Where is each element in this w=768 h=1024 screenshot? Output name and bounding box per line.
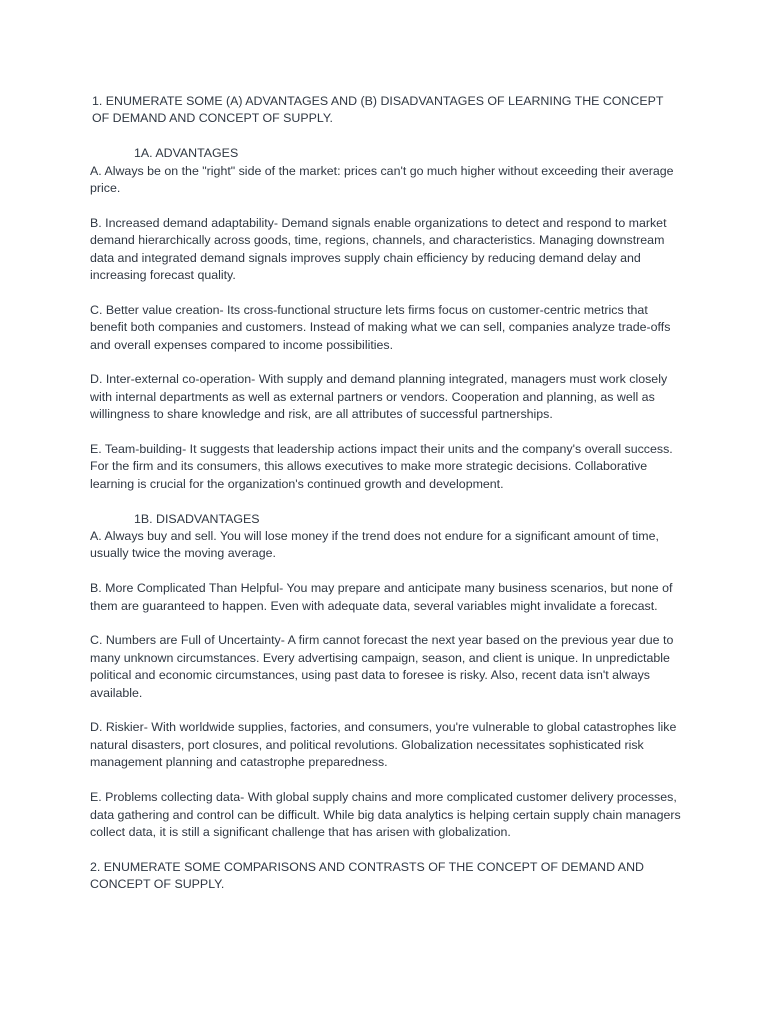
disadvantages-heading: 1B. DISADVANTAGES bbox=[134, 511, 260, 526]
advantage-item-c: C. Better value creation- Its cross-functional structure lets firms focus on customer-centric metrics that benefit both companies and customers. Instead of making what we can sell, companies analyze trade-offs and overall expenses compared to income possibilities. bbox=[90, 302, 671, 352]
disadvantage-item-d: D. Riskier- With worldwide supplies, factories, and consumers, you're vulnerable to global catastrophes like natural disasters, port closures, and political revolutions. Globalization necessitates sophisticated risk management planning and catastrophe preparedness. bbox=[90, 720, 677, 770]
advantage-item-a: A. Always be on the "right" side of the market: prices can't go much higher without exceeding their average price. bbox=[90, 163, 674, 196]
document-page bbox=[90, 93, 682, 911]
advantage-item-d: D. Inter-external co-operation- With supply and demand planning integrated, managers must work closely with internal departments as well as external partners or vendors. Cooperation and planning, as well as willingness to share knowledge and risk, are all attributes of successful partnerships. bbox=[90, 372, 668, 422]
advantage-item-b: B. Increased demand adaptability- Demand signals enable organizations to detect and respond to market demand hierarchically across goods, time, regions, channels, and characteristics. Managing downstream data and integrated demand signals improves supply chain efficiency by reducing demand delay and increasing forecast quality. bbox=[90, 215, 667, 283]
advantage-item-e: E. Team-building- It suggests that leadership actions impact their units and the company's overall success. For the firm and its consumers, this allows executives to make more strategic decisions. Collaborative learning is crucial for the organization's continued growth and development. bbox=[90, 442, 673, 491]
advantages-heading: 1A. ADVANTAGES bbox=[134, 146, 239, 161]
disadvantage-item-c: C. Numbers are Full of Uncertainty- A firm cannot forecast the next year based on the previous year due to many unknown circumstances. Every advertising campaign, season, and client is unique. In unpredictable political and economic circumstances, using past data to foresee is risky. Also, recent data isn't always available. bbox=[90, 633, 674, 700]
disadvantage-item-b: B. More Complicated Than Helpful- You may prepare and anticipate many business scenarios, but none of them are guaranteed to happen. Even with adequate data, several variables might invalidate a forecast. bbox=[90, 581, 673, 613]
question-1-heading: 1. ENUMERATE SOME (A) ADVANTAGES AND (B) DISADVANTAGES OF LEARNING THE CONCEPT OF DEMAND AND CONCEPT OF SUPPLY. bbox=[92, 94, 664, 126]
disadvantage-item-e: E. Problems collecting data- With global supply chains and more complicated customer delivery processes, data gathering and control can be difficult. While big data analytics is helping certain supply chain managers collect data, it is still a significant challenge that has arisen with globalization. bbox=[90, 790, 681, 839]
question-2-heading: 2. ENUMERATE SOME COMPARISONS AND CONTRASTS OF THE CONCEPT OF DEMAND AND CONCEPT OF SUPPLY. bbox=[90, 859, 644, 892]
disadvantage-item-a: A. Always buy and sell. You will lose money if the trend does not endure for a significant amount of time, usually twice the moving average. bbox=[90, 529, 659, 561]
